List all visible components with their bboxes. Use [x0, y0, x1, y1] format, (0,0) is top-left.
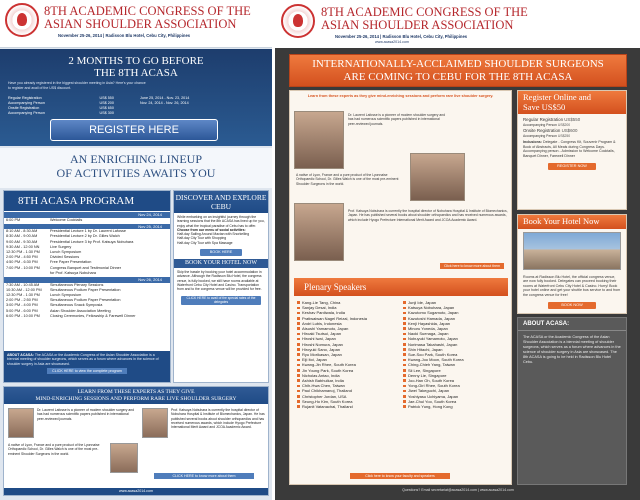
speaker-item: Katsuya Nobuhara, Japan — [402, 305, 506, 310]
fee-price: US$ 650 — [99, 106, 114, 110]
fee-price: US$ 300 — [99, 111, 114, 115]
explore-cebu-title — [174, 191, 268, 213]
fee-dates: June 25, 2014 - Nov. 23, 2014 — [140, 96, 190, 100]
fee-price: US$ 550 — [99, 96, 114, 100]
experts-panel — [3, 386, 269, 496]
speaker-item: Patrick Yung, Hong Kong — [402, 404, 506, 409]
speaker-item: Andri Lubis, Indonesia — [296, 321, 400, 326]
newsletter-speakers — [275, 0, 640, 500]
book-hotel-text: Skip the hassle by booking your hotel accommodation in advance. Although the Radisson Blu Hotel, the congress venue, is fully booked, we still have rooms available at Waterfront Cebu City Hotel and Casino. Transportation from and to the congress venue will be provided for free. — [177, 270, 262, 292]
register-title-line2: Save US$50 — [523, 101, 566, 112]
program-time: 8:30 AM - 9:00 AM — [6, 234, 38, 239]
lineup-heading — [0, 148, 272, 188]
speaker-item: Atsushi Yamamoto, Japan — [296, 326, 400, 331]
about-acasa-box — [4, 351, 170, 382]
speaker-item: Denny Lie, Singapore — [402, 373, 506, 378]
program-event: Simultaneous Podium Paper Presentation — [50, 298, 121, 303]
speaker-item: Ching-Chieh Yang, Taiwan — [402, 362, 506, 367]
speaker-item: Shin Hitachi, Japan — [402, 347, 506, 352]
hero-subtitle: Have you already registered in the biggest shoulder meeting in Asia? Here's your chance to register and avail of the US$ discount. — [8, 81, 146, 90]
speaker-item: Jin Young Park, South Korea — [296, 368, 400, 373]
program-event: Lunch Symposium — [50, 250, 82, 255]
nobuhara-bio: Prof. Katsuya Nobuhara is currently the hospital director of Nobuhara Hospital & Institute of Biomechanics, Japan. He has published several books about shoulder orthopaedics and has received numerous awards, which include Hyogo Prefecture International Merit Award and JCOA Academic Award. — [171, 408, 265, 430]
hotel-photo — [523, 232, 621, 270]
fee-label: Accompanying Person — [8, 111, 45, 115]
program-event: Divided Sessions — [50, 255, 80, 260]
speakers-intro: Learn from these experts as they give mind-enriching sessions and perform rare live shoulder surgery. — [307, 94, 494, 98]
register-here-button[interactable]: REGISTER HERE — [50, 119, 218, 141]
fee-price: US$200 — [557, 123, 571, 127]
banner-line2: ARE COMING TO CEBU FOR THE 8TH ACASA — [343, 71, 573, 83]
book-here-button[interactable]: BOOK HERE — [200, 249, 242, 256]
program-time: 2:00 PM - 2:50 PM — [6, 298, 38, 303]
banner-line1: INTERNATIONALLY-ACCLAIMED SHOULDER SURGEONS — [312, 58, 604, 70]
activities-heading: Choose from our menu of social activities: — [177, 227, 246, 232]
footer-contact[interactable]: Questions? Email secretariat@acasa2014.com | www.acasa2014.com — [402, 488, 514, 492]
congress-dates-venue: November 25-26, 2014 | Radisson Blu Hotel, Cebu City, Philippines — [58, 33, 191, 38]
program-panel — [3, 190, 171, 383]
speaker-item: Christopher Jordan, USA — [296, 394, 400, 399]
program-time: 5:00 PM - 6:00 PM — [6, 308, 38, 313]
asian-shoulder-association-logo-icon — [281, 4, 315, 38]
program-time: 3:00 PM - 4:00 PM — [6, 303, 38, 308]
congress-title-line1: 8TH ACADEMIC CONGRESS OF THE — [321, 5, 528, 19]
lafosse-bio: Dr. Laurent Lafosse is a pioneer of modern shoulder surgery and has had numerous scientific papers published in international peer-reviewed journals. — [348, 113, 446, 126]
about-acasa-text: The ACASA or the Academic Congress of the Asian Shoulder Association is a biennial meeting of shoulder surgeons, which serves as a forum where advances in the science of shoulder surgery in Asia are showcased. The 8th ACASA is going to be held in Radisson Blu Hotel Cebu. — [523, 335, 621, 364]
fee-price: US$250 — [557, 133, 571, 138]
nobuhara-photo — [142, 408, 168, 438]
speaker-item: Jae-Chul Yoo, South Korea — [402, 399, 506, 404]
program-event: Free Paper Presentation — [50, 260, 92, 265]
program-event: Lunch Symposium — [50, 292, 82, 297]
fee-price: US$ 200 — [99, 101, 114, 105]
about-acasa-text: The ACASA or the Academic Congress of the Asian Shoulder Association is a biennial meeting of shoulder surgeons, which serves as a forum where advances in the science of shoulder surgery in Asia are showcased. — [7, 353, 159, 366]
lafosse-photo — [8, 408, 34, 438]
experts-heading-line1: LEARN FROM THESE EXPERTS AS THEY GIVE — [77, 389, 195, 395]
fee-label: Accompanying Person — [523, 133, 557, 138]
congress-title-line2: ASIAN SHOULDER ASSOCIATION — [321, 18, 514, 32]
speaker-item: Sanjay Desai, India — [296, 305, 400, 310]
fee-price: US$600 — [561, 127, 578, 133]
header — [0, 0, 272, 48]
inclusions-head: Inclusions: — [523, 140, 542, 144]
hero-title — [0, 55, 272, 79]
experts-heading — [4, 387, 268, 404]
program-time: 6:00 PM — [6, 217, 21, 222]
fee-label: Regular Registration — [523, 117, 564, 122]
fee-label: Regular Registration — [8, 96, 42, 100]
program-days — [4, 212, 170, 319]
register-title — [518, 91, 626, 114]
speaker-item: Seung-Ho Kim, South Korea — [296, 399, 400, 404]
inclusions-text: Delegate - Congress Kit, Souvenir Program & Book of Abstracts, All Meals during Congress Days. Accompanying person - Admission to Welcome Cocktails, Banquet Dinner, Farewell Dinner — [523, 140, 616, 158]
speaker-item: Kazutoshi Hamada, Japan — [402, 316, 506, 321]
fee-label: Onsite Registration — [523, 127, 561, 133]
congress-title-line2: ASIAN SHOULDER ASSOCIATION — [44, 17, 237, 31]
speaker-item: Nicholas Antao, India — [296, 373, 400, 378]
speaker-item: Kenji Hayashida, Japan — [402, 321, 506, 326]
explore-cebu-text — [174, 213, 268, 247]
know-more-link[interactable]: Click here to know more about them — [440, 263, 504, 269]
header — [275, 0, 640, 48]
program-event: Presidential Lecture 1 by Dr. Laurent Lafosse — [50, 229, 126, 234]
walch-photo — [110, 443, 138, 473]
lafosse-bio: Dr. Laurent Lafosse is a pioneer of modern shoulder surgery and has had numerous scientific papers published in international peer-reviewed journals. — [37, 408, 135, 421]
program-day-header: Nov 26, 2014 — [4, 277, 170, 283]
program-row — [4, 218, 170, 223]
program-event: Congress Banquet and Testimonial Dinner — [50, 265, 122, 270]
activity-item: Half-day City Tour with Spa Massage — [177, 240, 233, 245]
speaker-item: Keshav Pardiwala, India — [296, 310, 400, 315]
plenary-speakers-title: Plenary Speakers — [294, 278, 508, 296]
speaker-item: Sue-Soo Park, South Korea — [402, 352, 506, 357]
book-hotel-heading: BOOK YOUR HOTEL NOW — [174, 259, 268, 268]
program-event: Welcome Cocktails — [50, 217, 83, 222]
special-rates-link[interactable]: CLICK HERE to avail of the special rates of the delegates — [181, 296, 261, 305]
walch-bio: A native of Lyon, France and a pure product of the Lyonnaise Orthopaedic School, Dr. Gilles Walch is one of the most pre-eminent Shoulder Surgeons in the world. — [8, 443, 100, 456]
lineup-heading-line2: OF ACTIVITIES AWAITS YOU — [56, 166, 216, 180]
program-event: Closing Ceremonies, Fellowship & Farewell Dinner — [50, 313, 136, 318]
speaker-item: Ryu Morikasan, Japan — [296, 352, 400, 357]
hero-title-line2: THE 8TH ACASA — [94, 67, 178, 79]
speaker-item: Naoki Suenaga, Japan — [402, 331, 506, 336]
program-row — [4, 271, 170, 276]
about-acasa-box — [517, 317, 627, 485]
newsletter-program — [0, 0, 272, 500]
activity-item: Half-day Sailing Around Mactan with Snorkelling — [177, 232, 250, 237]
speakers-list-left — [296, 300, 400, 409]
inclusions — [518, 138, 626, 160]
speaker-item: Rujanit Vatanachai, Thailand — [296, 404, 400, 409]
speakers-banner — [289, 54, 627, 87]
register-title-line1: Register Online and — [523, 92, 591, 102]
speaker-item: Hiroshi Iwai, Japan — [296, 336, 400, 341]
speaker-item: Eiji Itoi, Japan — [296, 357, 400, 362]
speaker-item: Jiwei Takeguchi, Japan — [402, 388, 506, 393]
program-event: Simultaneous Plenary Sessions — [50, 282, 104, 287]
fee-price: US$550 — [564, 117, 581, 122]
lafosse-photo — [294, 111, 344, 169]
fee-dates-table — [140, 96, 270, 106]
program-time: 6:00 PM - 10:00 PM — [6, 313, 40, 318]
program-row — [4, 314, 170, 319]
speaker-item: Hiroyuki Sano, Japan — [296, 347, 400, 352]
program-day-header: Nov 24, 2014 — [4, 212, 170, 218]
explore-title-line1: DISCOVER AND EXPLORE — [175, 193, 267, 202]
about-acasa-title: ABOUT ACASA: — [518, 318, 626, 331]
program-time: 12:30 PM - 1:30 PM — [6, 250, 40, 255]
view-program-link[interactable]: CLICK HERE to view the complete program — [47, 368, 127, 374]
congress-title-line1: 8TH ACADEMIC CONGRESS OF THE — [44, 4, 251, 18]
speaker-item: Kwang-Joo Moon, South Korea — [402, 357, 506, 362]
fee-table-regular — [8, 96, 138, 116]
program-time: 4:50 PM - 6:30 PM — [6, 260, 38, 265]
speaker-item: Yoshiyasu Uchiyama, Japan — [402, 394, 506, 399]
explore-text: While embarking on an insightful journey through the learning sessions that the 8th ACASA has lined up for you, enjoy what the tropical paradise of Cebu has to offer. — [177, 215, 265, 228]
program-time: 10:30 AM - 12:00 PM — [6, 287, 42, 292]
congress-url[interactable]: www.acasa2014.com — [375, 40, 409, 44]
about-acasa-head: ABOUT ACASA: — [7, 353, 34, 357]
speaker-item: Nobuyuki Yamamoto, Japan — [402, 336, 506, 341]
speaker-item: Junji Ide, Japan — [402, 300, 506, 305]
speaker-item: Yong-Girl Rhee, South Korea — [402, 383, 506, 388]
program-time: 7:30 AM - 10:45 AM — [6, 282, 40, 287]
footer-url[interactable]: www.acasa2014.com — [4, 488, 268, 495]
speaker-item: Kang-Lie Tang, China — [296, 300, 400, 305]
speaker-item: Hiroshi Nomura, Japan — [296, 342, 400, 347]
speaker-item: Paul Chikhamanoj, Thailand — [296, 388, 400, 393]
program-time: 12:30 PM - 1:30 PM — [6, 292, 40, 297]
register-box — [517, 90, 627, 210]
hotel-box — [517, 214, 627, 314]
walch-bio: A native of Lyon, France and a pure product of the Lyonnaise Orthopaedic School, Dr. Gilles Walch is one of the most pre-eminent Shoulder Surgeons in the world. — [296, 173, 399, 186]
program-event: Live Surgery — [50, 244, 72, 249]
speaker-item: Minoru Yoneda, Japan — [402, 326, 506, 331]
activity-item: Half-day City Tour with Shopping — [177, 236, 227, 241]
speaker-item: Kwang-Jin Rhee, South Korea — [296, 362, 400, 367]
book-now-button[interactable]: BOOK NOW — [548, 302, 596, 309]
hotel-title: Book Your Hotel Now — [518, 215, 626, 229]
nobuhara-photo — [294, 203, 344, 261]
program-event: Simultaneous Podium Paper Presentation — [50, 287, 121, 292]
congress-dates-venue: November 25-26, 2014 | Radisson Blu Hotel, Cebu City, Philippines — [335, 34, 468, 39]
right-sidebar — [517, 90, 627, 485]
program-event: Presidential Lecture 3 by Prof. Katsuya Nobuhara — [50, 239, 134, 244]
speaker-item: Hiroaki Tsutsui, Japan — [296, 331, 400, 336]
program-time: 7:00 PM - 10:00 PM — [6, 265, 40, 270]
register-now-button[interactable]: REGISTER NOW — [548, 163, 596, 170]
program-time: 9:00 AM - 9:30 AM — [6, 239, 38, 244]
asian-shoulder-association-logo-icon — [5, 3, 39, 37]
program-time: 8:10 AM - 8:30 AM — [6, 229, 38, 234]
program-time: 2:00 PM - 4:50 PM — [6, 255, 38, 260]
speaker-item: Norimasa Takahashi, Japan — [402, 342, 506, 347]
speaker-item: Sii Lee, Singapore — [402, 368, 506, 373]
program-day-header: Nov 25, 2014 — [4, 224, 170, 230]
program-event: Presidential Lecture 2 by Dr. Gilles Walch — [50, 234, 120, 239]
speaker-item: Kazutomo Sugamoto, Japan — [402, 310, 506, 315]
experts-heading-line2: MIND-ENRICHING SESSIONS AND PERFORM RARE LIVE SHOULDER SURGERY — [35, 396, 237, 402]
program-time: 9:30 AM - 12:00 NN — [6, 244, 40, 249]
faculty-speakers-link[interactable]: Click here to know your faculty and speakers — [350, 473, 450, 479]
program-event: for Prof. Katsuya Nobuhara — [50, 270, 97, 275]
walch-photo — [410, 153, 465, 201]
hero-title-line1: 2 MONTHS TO GO BEFORE — [68, 55, 204, 67]
speaker-item: Pratiwaiwan Nagel Reizal, Indonesia — [296, 316, 400, 321]
program-event: Simultaneous Snack Symposia — [50, 303, 103, 308]
know-more-experts-link[interactable]: CLICK HERE to know more about them — [154, 473, 254, 479]
speakers-panel — [289, 90, 512, 485]
fee-dates: Nov. 24, 2014 - Nov. 26, 2014 — [140, 101, 189, 105]
speaker-item: Joo-Han Oh, South Korea — [402, 378, 506, 383]
fee-label: Accompanying Person — [523, 123, 557, 127]
explore-cebu-panel — [173, 190, 269, 383]
speaker-item: Ashish Babhulkar, India — [296, 378, 400, 383]
speakers-list-right — [402, 300, 506, 409]
hero-banner — [0, 49, 272, 146]
hotel-text: Rooms at Radisson Blu Hotel, the official congress venue, are now fully booked. Delegates can proceed booking their rooms at Waterfront Cebu City Hotel & Casino. Hurry! Book your hotel online and get your shuttle bus service to and from the congress venue for free! — [523, 274, 621, 297]
program-event: Asian Shoulder Association Meeting — [50, 308, 111, 313]
nobuhara-bio: Prof. Katsuya Nobuhara is currently the hospital director of Nobuhara Hospital & Institute of Biomechanics, Japan. He has published several books about shoulder orthopaedics and has received numerous awards, which include Hyogo Prefecture International Merit Award and JCOA Academic Award. — [348, 209, 508, 222]
fee-label: Onsite Registration — [8, 106, 40, 110]
program-title: 8TH ACASA PROGRAM — [4, 191, 170, 211]
fee-label: Accompanying Person — [8, 101, 45, 105]
explore-title-line2: CEBU — [210, 202, 231, 211]
speaker-item: Chih-Hwa Chen, Taiwan — [296, 383, 400, 388]
lineup-heading-line1: AN ENRICHING LINEUP — [70, 152, 202, 166]
